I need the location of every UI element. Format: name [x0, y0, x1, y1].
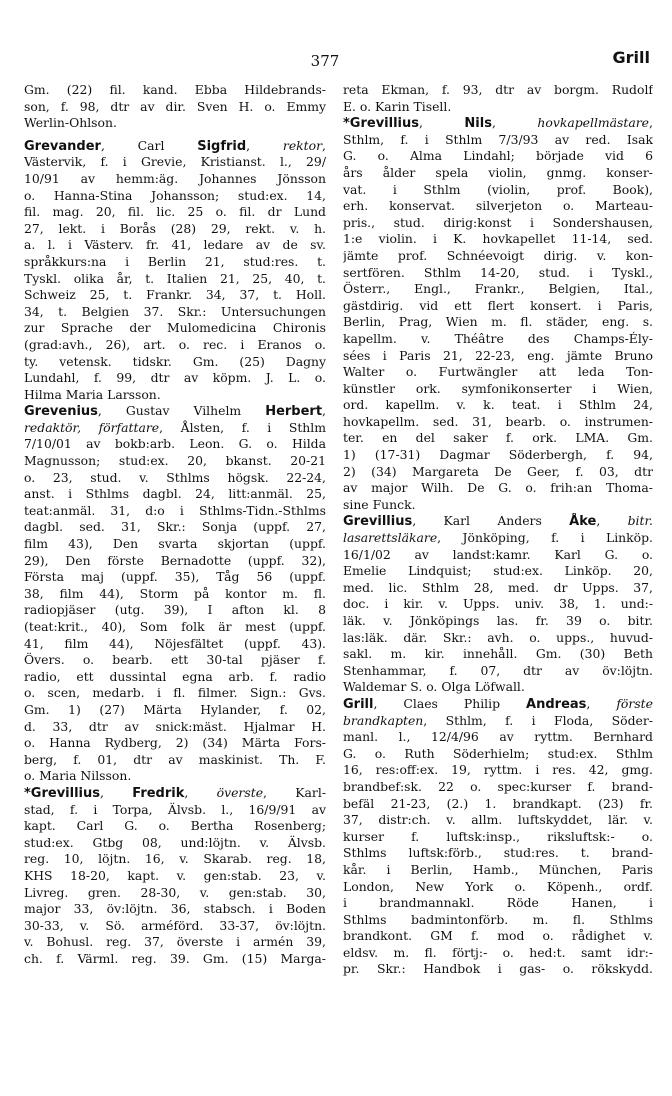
text-line	[24, 785, 326, 802]
text-line	[24, 221, 326, 238]
text-line	[24, 619, 326, 636]
text-line	[24, 138, 326, 155]
text-line	[24, 536, 326, 553]
text-line	[343, 314, 653, 331]
line-text: av major Wilh. De G. o. frih:an Thoma-	[343, 480, 653, 496]
line-text: jämte prof. Schnéevoigt dirig. v. kon-	[343, 247, 653, 263]
text-line	[343, 381, 653, 398]
text-line	[343, 746, 653, 763]
entry-headword: Grevillius	[343, 514, 413, 530]
line-text: teat:anmäl. 31, d:o i Sthlms-Tidn.-Sthlms	[24, 502, 326, 518]
line-text: o. Hanna Rydberg, 2) (34) Märta Fors-	[24, 735, 326, 751]
line-text: KHS 18-20, kapt. v. gen:stab. 23, v.	[24, 867, 326, 883]
line-text: 16, res:off:ex. 19, ryttm. i res. 42, gmg.	[343, 762, 653, 778]
line-text: 1) (17-31) Dagmar Söderbergh, f. 94,	[343, 447, 653, 463]
line-text: ,	[322, 403, 326, 419]
text-line	[24, 934, 326, 951]
running-head: Grill	[612, 48, 650, 67]
line-text: Lundahl, f. 99, dtr av köpm. J. L. o.	[24, 370, 326, 386]
text-line	[343, 779, 653, 796]
line-text: Sthlm, f. i Sthlm 7/3/93 av red. Isak	[343, 131, 653, 147]
text-line	[24, 868, 326, 885]
text-line	[343, 945, 653, 962]
line-text: G. o. Ruth Söderhielm; stud:ex. Sthlm	[343, 745, 653, 761]
text-line	[24, 918, 326, 935]
text-line	[24, 818, 326, 835]
text-line	[24, 254, 326, 271]
line-text: kapellm. v. Théâtre des Champs-Ély-	[343, 330, 653, 346]
line-text: ch. f. Värml. reg. 39. Gm. (15) Marga-	[24, 950, 326, 966]
line-text: med. lic. Sthlm 28, med. dr Upps. 37,	[343, 579, 653, 595]
line-text: G. o. Alma Lindahl; började vid 6	[343, 148, 653, 164]
entry-headword: Grevenius	[24, 404, 98, 420]
text-line	[343, 331, 653, 348]
text-line	[24, 652, 326, 669]
line-text: brandkont. GM f. mod o. rådighet v.	[343, 928, 653, 944]
text-line	[343, 464, 653, 481]
text-line	[24, 287, 326, 304]
entry-headword: Nils	[464, 116, 492, 132]
text-line	[343, 248, 653, 265]
line-text: Hilma Maria Larsson.	[24, 386, 161, 402]
line-text: Gm. (22) fil. kand. Ebba Hildebrands-	[24, 82, 326, 97]
line-text: vat. i Sthlm (violin, prof. Book),	[343, 181, 653, 197]
text-line	[24, 204, 326, 221]
line-text: Stenhammar, f. 07, dtr av öv:löjtn.	[343, 662, 653, 678]
line-text: Första maj (uppf. 35), Tåg 56 (uppf.	[24, 569, 326, 585]
text-line	[343, 729, 653, 746]
entry-title-italic: redaktör, författare	[24, 419, 160, 435]
right-column	[343, 82, 653, 978]
line-text: hovkapellm. sed. 31, bearb. o. instrumen-	[343, 413, 653, 429]
line-text: manl. l., 12/4/96 av ryttm. Bernhard	[343, 729, 653, 745]
text-line	[343, 829, 653, 846]
line-text: Livreg. gren. 28-30, v. gen:stab. 30,	[24, 884, 326, 900]
page-number: 377	[310, 52, 340, 70]
line-text: , Carl	[100, 137, 198, 153]
text-line	[343, 132, 653, 149]
line-text: , Ålsten, f. i Sthlm	[159, 419, 326, 435]
line-text: sine Funck.	[343, 496, 416, 512]
text-line	[24, 171, 326, 188]
line-text: sertfören. Sthlm 14-20, stud. i Tyskl.,	[343, 264, 653, 280]
line-text: o. scen, medarb. i fl. filmer. Sign.: Gvs.	[24, 685, 326, 701]
entry-headword: *Grevillius	[24, 785, 100, 801]
line-text: stud:ex. Gtbg 08, und:löjtn. v. Älvsb.	[24, 834, 326, 850]
text-line	[24, 735, 326, 752]
line-text: dagbl. sed. 31, Skr.: Sonja (uppf. 27,	[24, 519, 326, 535]
text-line	[24, 636, 326, 653]
line-text: Walter o. Furtwängler att leda Ton-	[343, 364, 653, 380]
text-line	[24, 154, 326, 171]
line-text: eldsv. m. fl. förtj:- o. hed:t. samt idr:-	[343, 944, 653, 960]
text-line	[24, 354, 326, 371]
text-line	[24, 901, 326, 918]
line-text: Berlin, Prag, Wien m. fl. städer, eng. s.	[343, 314, 653, 330]
text-line	[343, 879, 653, 896]
line-text: ,	[649, 115, 653, 131]
line-text: 29), Den förste Bernadotte (uppf. 32),	[24, 552, 326, 568]
line-text: ty. vetensk. tidskr. Gm. (25) Dagny	[24, 353, 326, 369]
line-text: kår. i Berlin, Hamb., München, Paris	[343, 861, 653, 877]
line-text: stad, f. i Torpa, Älvsb. l., 16/9/91 av	[24, 801, 326, 817]
line-text: , Gustav Vilhelm	[97, 403, 266, 419]
line-text: ,	[184, 784, 217, 800]
line-text: Emelie Lindquist; stud:ex. Linköp. 20,	[343, 563, 653, 579]
entry-headword: Grill	[343, 696, 374, 712]
text-line	[24, 420, 326, 437]
line-text: 27, lekt. i Borås (28) 29, rekt. v. h.	[24, 220, 326, 236]
line-text: zur Sprache der Mulomedicina Chironis	[24, 320, 326, 336]
text-line	[24, 320, 326, 337]
line-text: ,	[419, 115, 465, 131]
text-line	[343, 547, 653, 564]
line-text: , Sthlm, f. i Floda, Söder-	[423, 712, 653, 728]
line-text: anst. i Sthlms dagbl. 24, litt:anmäl. 25,	[24, 486, 326, 502]
text-line	[343, 480, 653, 497]
text-line	[24, 719, 326, 736]
text-line	[343, 762, 653, 779]
line-text: i brandmannakl. Röde Hanen, i	[343, 895, 653, 911]
text-line	[24, 470, 326, 487]
line-text: d. 33, dtr av snick:mäst. Hjalmar H.	[24, 718, 326, 734]
text-line	[343, 447, 653, 464]
line-text: Waldemar S. o. Olga Löfwall.	[343, 679, 525, 695]
line-text: ,	[100, 784, 133, 800]
text-line	[24, 802, 326, 819]
line-text: ,	[491, 115, 538, 131]
text-line	[24, 271, 326, 288]
line-text: , Karl-	[263, 784, 326, 800]
entry-title-italic: förste	[616, 695, 653, 711]
text-line	[343, 198, 653, 215]
line-text: Magnusson; stud:ex. 20, bkanst. 20-21	[24, 453, 326, 469]
line-text: Sthlms badmintonförb. m. fl. Sthlms	[343, 911, 653, 927]
entry-title-italic: brandkapten	[343, 712, 424, 728]
text-line	[24, 337, 326, 354]
line-text: sakl. m. kir. innehåll. Gm. (30) Beth	[343, 646, 653, 662]
line-text: 7/10/01 av bokb:arb. Leon. G. o. Hilda	[24, 436, 326, 452]
text-line	[24, 99, 326, 116]
line-text: 10/91 av hemm:äg. Johannes Jönsson	[24, 170, 326, 186]
line-text: radiopjäser (utg. 39), I afton kl. 8	[24, 602, 326, 618]
text-line	[24, 885, 326, 902]
text-line	[24, 387, 326, 404]
text-line	[343, 165, 653, 182]
entry-headword: Åke	[569, 514, 597, 530]
line-text: 1:e violin. i K. hovkapellet 11-14, sed.	[343, 231, 653, 247]
line-text: kurser f. luftsk:insp., riksluftsk:- o.	[343, 828, 653, 844]
text-line	[343, 497, 653, 514]
text-line	[24, 503, 326, 520]
line-text: ord. kapellm. v. k. teat. i Sthlm 24,	[343, 397, 653, 413]
line-text: Schweiz 25, t. Frankr. 34, 37, t. Holl.	[24, 287, 326, 303]
entry-headword: Herbert	[265, 404, 323, 420]
text-line	[343, 696, 653, 713]
text-line	[343, 364, 653, 381]
text-line	[24, 951, 326, 968]
text-line	[24, 685, 326, 702]
entry-title-italic: hovkapellmästare	[537, 115, 650, 131]
line-text: kapt. Carl G. o. Bertha Rosenberg;	[24, 818, 326, 834]
entry-headword: *Grevillius	[343, 116, 419, 132]
entry-title-italic: bitr.	[627, 513, 653, 529]
text-line	[24, 768, 326, 785]
line-text: 41, film 44), Nöjesfältet (uppf. 43).	[24, 635, 326, 651]
line-text: 16/1/02 av landst:kamr. Karl G. o.	[343, 546, 653, 562]
text-line	[343, 961, 653, 978]
text-line	[24, 669, 326, 686]
line-text: fil. mag. 20, fil. lic. 25 o. fil. dr Lund	[24, 204, 326, 220]
line-text: o. Hanna-Stina Johansson; stud:ex. 14,	[24, 187, 326, 203]
entry-title-italic: lasarettsläkare	[343, 530, 438, 546]
line-text: brandbef:sk. 22 o. spec:kurser f. brand-	[343, 778, 653, 794]
line-text: E. o. Karin Tisell.	[343, 98, 452, 114]
text-line	[24, 304, 326, 321]
line-text: Tyskl. olika år, t. Italien 21, 25, 40, t.	[24, 270, 326, 286]
text-line	[24, 553, 326, 570]
text-line	[24, 702, 326, 719]
line-text: berg, f. 01, dtr av maskinist. Th. F.	[24, 751, 326, 767]
line-text: major 33, öv:löjtn. 36, stabsch. i Boden	[24, 901, 326, 917]
text-line	[24, 370, 326, 387]
line-text: Övers. o. bearb. ett 30-tal pjäser f.	[24, 652, 326, 668]
line-text: sées i Paris 21, 22-23, eng. jämte Bruno	[343, 347, 653, 363]
entry-title-italic: överste	[216, 784, 264, 800]
text-line	[343, 895, 653, 912]
line-text: künstler ork. symfonikonserter i Wien,	[343, 380, 653, 396]
line-text: 2) (34) Margareta De Geer, f. 03, dtr	[343, 463, 653, 479]
text-line	[24, 752, 326, 769]
line-text: reg. 10, löjtn. 16, v. Skarab. reg. 18,	[24, 851, 326, 867]
text-line	[343, 580, 653, 597]
entry-headword: Andreas	[526, 696, 587, 712]
line-text: befäl 21-23, (2.) 1. brandkapt. (23) fr.	[343, 795, 653, 811]
text-line	[343, 397, 653, 414]
line-text: ,	[586, 695, 617, 711]
text-line	[24, 115, 326, 132]
text-line	[24, 569, 326, 586]
text-line	[343, 265, 653, 282]
line-text: Sthlms luftsk:förb., stud:res. t. brand-	[343, 845, 653, 861]
line-text: o. Maria Nilsson.	[24, 768, 132, 784]
line-text: (teat:krit., 40), Som folk är mest (uppf.	[24, 619, 326, 634]
text-line	[343, 298, 653, 315]
text-line	[343, 596, 653, 613]
text-line	[24, 835, 326, 852]
line-text: ,	[596, 513, 628, 529]
line-text: Österr., Engl., Frankr., Belgien, Ital.,	[343, 281, 653, 297]
line-text: 37, distr:ch. v. allm. luftskyddet, lär. v.	[343, 812, 653, 828]
line-text: läk. v. Jönköpings las. fr. 39 o. bitr.	[343, 613, 653, 628]
line-text: års ålder spela violin, gnmg. konser-	[343, 164, 653, 180]
text-line	[24, 602, 326, 619]
text-line	[343, 231, 653, 248]
line-text: 30-33, v. Sö. arméförd. 33-37, öv:löjtn.	[24, 917, 326, 933]
text-line	[24, 486, 326, 503]
line-text: film 43), Den svarta skjortan (uppf.	[24, 536, 326, 552]
line-text: doc. i kir. v. Upps. univ. 38, 1. und:-	[343, 596, 653, 612]
text-line	[343, 928, 653, 945]
entry-headword: Sigfrid	[197, 138, 247, 154]
text-line	[343, 563, 653, 580]
line-text: pr. Skr.: Handbok i gas- o. rökskydd.	[343, 961, 653, 977]
text-line	[343, 530, 653, 547]
text-line	[343, 148, 653, 165]
text-line	[343, 663, 653, 680]
text-line	[24, 82, 326, 99]
text-line	[343, 182, 653, 199]
text-line	[343, 115, 653, 132]
text-line	[24, 586, 326, 603]
text-line	[343, 215, 653, 232]
line-text: , Jönköping, f. i Linköp.	[437, 530, 653, 546]
text-line	[343, 613, 653, 630]
text-line	[24, 403, 326, 420]
line-text: ter. en del saker f. ork. LMA. Gm.	[343, 430, 653, 446]
line-text: v. Bohusl. reg. 37, överste i armén 39,	[24, 934, 326, 950]
text-line	[24, 237, 326, 254]
text-line	[343, 430, 653, 447]
line-text: o. 23, stud. v. Sthlms högsk. 22-24,	[24, 469, 326, 485]
text-line	[343, 862, 653, 879]
text-line	[343, 912, 653, 929]
text-line	[343, 796, 653, 813]
text-line	[343, 82, 653, 99]
line-text: Västervik, f. i Grevie, Kristianst. l., 29/	[24, 154, 326, 170]
text-line	[24, 188, 326, 205]
text-line	[343, 99, 653, 116]
text-line	[24, 851, 326, 868]
text-line	[24, 519, 326, 536]
text-line	[343, 713, 653, 730]
text-line	[343, 646, 653, 663]
line-text: , Karl Anders	[412, 513, 570, 529]
text-line	[343, 679, 653, 696]
line-text: las:läk. där. Skr.: avh. o. upps., huvud-	[343, 629, 653, 645]
line-text: (grad:avh., 26), art. o. rec. i Eranos o.	[24, 336, 326, 352]
entry-title-italic: rektor	[282, 137, 323, 153]
line-text: son, f. 98, dtr av dir. Sven H. o. Emmy	[24, 98, 326, 114]
line-text: a. l. i Västerv. fr. 41, ledare av de sv.	[24, 237, 326, 253]
entry-headword: Fredrik	[132, 785, 185, 801]
line-text: 34, t. Belgien 37. Skr.: Untersuchungen	[24, 303, 326, 319]
line-text: erh. konservat. silverjeton o. Marteau-	[343, 198, 653, 214]
text-line	[343, 414, 653, 431]
line-text: gästdirig. vid ett flert konsert. i Paris,	[343, 297, 653, 313]
entry-headword: Grevander	[24, 138, 101, 154]
line-text: Werlin-Ohlson.	[24, 115, 117, 131]
left-column	[24, 82, 326, 967]
text-line	[343, 348, 653, 365]
line-text: Gm. 1) (27) Märta Hylander, f. 02,	[24, 701, 326, 717]
text-line	[24, 453, 326, 470]
text-line	[343, 281, 653, 298]
text-line	[343, 513, 653, 530]
line-text: ,	[246, 137, 283, 153]
line-text: 38, film 44), Storm på kontor m. fl.	[24, 585, 326, 601]
text-line	[343, 630, 653, 647]
line-text: London, New York o. Köpenh., ordf.	[343, 878, 653, 894]
line-text: pris., stud. dirig:konst i Sondershausen,	[343, 214, 653, 230]
line-text: , Claes Philip	[373, 695, 527, 711]
text-line	[343, 812, 653, 829]
line-text: radio, ett dussintal egna arb. f. radio	[24, 668, 326, 684]
line-text: språkkurs:na i Berlin 21, stud:res. t.	[24, 253, 326, 269]
line-text: reta Ekman, f. 93, dtr av borgm. Rudolf	[343, 82, 653, 97]
text-line	[24, 436, 326, 453]
text-line	[343, 845, 653, 862]
line-text: ,	[322, 137, 326, 153]
